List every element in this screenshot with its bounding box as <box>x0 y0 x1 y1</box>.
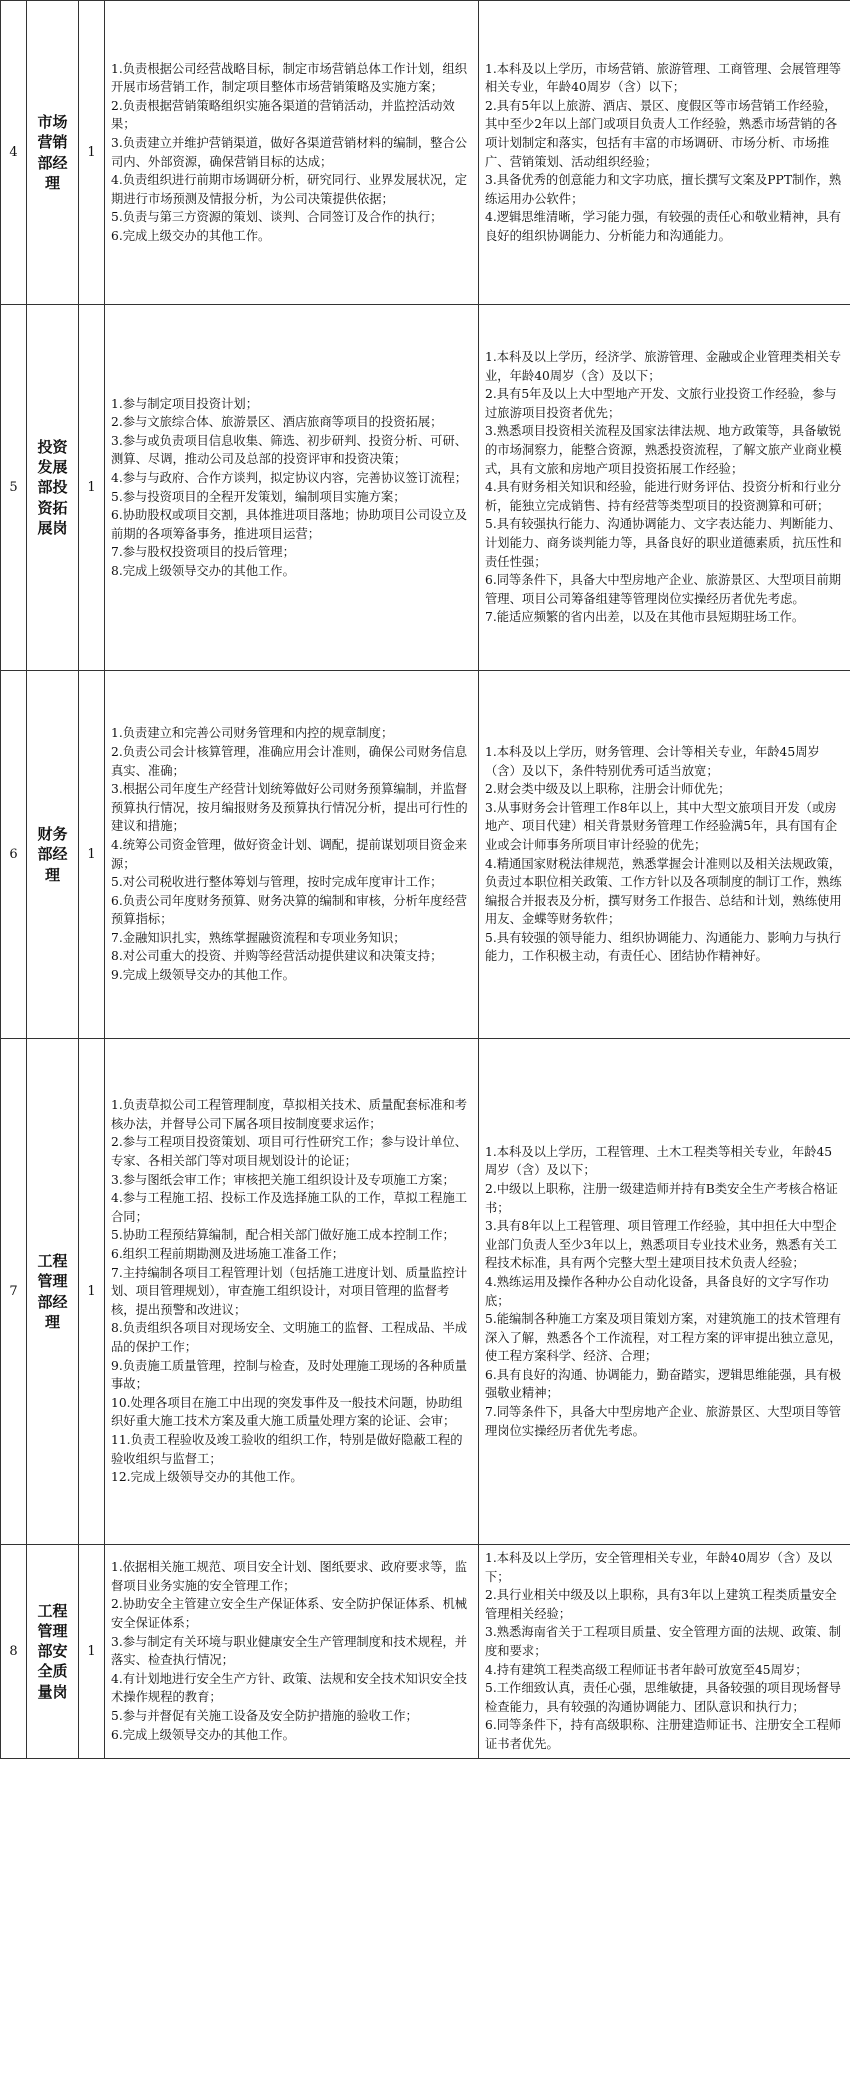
table-row <box>1 1039 850 1545</box>
requirement-item: 3.具有8年以上工程管理、项目管理工作经验，其中担任大中型企业部门负责人至少3年以上，熟悉项目专业技术业务，熟悉有关工程技术标准，具有两个完整大型土建项目技术负责人经验； <box>485 1219 838 1271</box>
duty-item: 1.负责根据公司经营战略目标，制定市场营销总体工作计划，组织开展市场营销工作，制定项目整体市场营销策略及实施方案； <box>111 61 468 95</box>
duty-item: 2.参与文旅综合体、旅游景区、酒店旅商等项目的投资拓展； <box>111 415 443 430</box>
duty-item: 2.参与工程项目投资策划、项目可行性研究工作；参与设计单位、专家、各相关部门等对项目规划设计的论证； <box>111 1135 468 1169</box>
requirements-cell <box>479 1 850 305</box>
duty-item: 5.参与投资项目的全程开发策划，编制项目实施方案； <box>111 489 406 504</box>
duty-item: 4.有计划地进行安全生产方针、政策、法规和安全技术知识安全技术操作规程的教育； <box>111 1671 468 1705</box>
requirement-item: 2.具有5年以上旅游、酒店、景区、度假区等市场营销工作经验，其中至少2年以上部门或项目负责人工作经验，熟悉市场营销的各项计划制定和落实，包括有丰富的市场调研、市场分析、市场推广、营销策划、活动组织经验； <box>485 98 838 169</box>
duty-item: 2.协助安全主管建立安全生产保证体系、安全防护保证体系、机械安全保证体系； <box>111 1597 468 1631</box>
requirement-item: 2.中级以上职称，注册一级建造师并持有B类安全生产考核合格证书； <box>485 1181 838 1215</box>
duty-item: 4.参与与政府、合作方谈判，拟定协议内容，完善协议签订流程； <box>111 470 468 485</box>
duty-item: 6.负责公司年度财务预算、财务决算的编制和审核，分析年度经营预算指标； <box>111 893 468 927</box>
requirement-item: 5.具有较强的领导能力、组织协调能力、沟通能力、影响力与执行能力，工作积极主动，有责任心、团结协作精神好。 <box>485 930 842 964</box>
duty-item: 10.处理各项目在施工中出现的突发事件及一般技术问题，协助组织好重大施工技术方案及重大施工质量处理方案的论证、会审； <box>111 1395 463 1429</box>
requirement-item: 4.逻辑思维清晰，学习能力强，有较强的责任心和敬业精神，具有良好的组织协调能力、分析能力和沟通能力。 <box>485 210 842 243</box>
requirement-item: 2.具有5年及以上大中型地产开发、文旅行业投资工作经验，参与过旅游项目投资者优先； <box>485 387 837 420</box>
duties-cell <box>105 1545 479 1759</box>
duty-item: 2.负责根据营销策略组织实施各渠道的营销活动，并监控活动效果； <box>111 98 455 132</box>
row-number: 8 <box>1 1545 27 1759</box>
position-name: 投资发展部投资拓展岗 <box>27 305 79 671</box>
requirement-item: 6.具有良好的沟通、协调能力，勤奋踏实，逻辑思维能强，具有极强敬业精神； <box>485 1367 842 1401</box>
duty-item: 4.参与工程施工招、投标工作及选择施工队的工作，草拟工程施工合同； <box>111 1191 468 1224</box>
requirement-item: 7.能适应频繁的省内出差，以及在其他市县短期驻场工作。 <box>485 610 805 625</box>
duty-item: 5.协助工程预结算编制，配合相关部门做好施工成本控制工作； <box>111 1228 455 1243</box>
requirement-item: 1.本科及以上学历，财务管理、会计等相关专业，年龄45周岁（含）及以下，条件特别优秀可适当放宽； <box>485 744 820 778</box>
position-name: 财务部经理 <box>27 671 79 1039</box>
requirements-cell <box>479 671 850 1039</box>
duty-item: 7.参与股权投资项目的投后管理； <box>111 545 295 560</box>
duty-item: 9.完成上级领导交办的其他工作。 <box>111 968 295 983</box>
duty-item: 5.负责与第三方资源的策划、谈判、合同签订及合作的执行； <box>111 210 443 225</box>
duties-cell <box>105 1 479 305</box>
duty-item: 1.负责草拟公司工程管理制度，草拟相关技术、质量配套标准和考核办法，并督导公司下属各项目按制度要求运作； <box>111 1098 468 1131</box>
duty-item: 8.对公司重大的投资、并购等经营活动提供建议和决策支持； <box>111 949 443 964</box>
table-row <box>1 671 850 1039</box>
table-row <box>1 1545 850 1759</box>
duty-item: 4.负责组织进行前期市场调研分析，研究同行、业界发展状况，定期进行市场预测及情报分析，为公司决策提供依据； <box>111 173 468 206</box>
duties-cell <box>105 671 479 1039</box>
duty-item: 5.参与并督促有关施工设备及安全防护措施的验收工作； <box>111 1709 418 1724</box>
position-name: 市场营销部经理 <box>27 1 79 305</box>
duty-item: 8.负责组织各项目对现场安全、文明施工的监督、工程成品、半成品的保护工作； <box>111 1321 468 1354</box>
duty-item: 6.完成上级领导交办的其他工作。 <box>111 1727 295 1742</box>
row-number: 6 <box>1 671 27 1039</box>
duty-item: 3.参与图纸会审工作；审核把关施工组织设计及专项施工方案； <box>111 1172 455 1187</box>
table-row <box>1 305 850 671</box>
duty-item: 3.负责建立并维护营销渠道，做好各渠道营销材料的编制，整合公司内、外部资源，确保营销目标的达成； <box>111 135 468 169</box>
duty-item: 8.完成上级领导交办的其他工作。 <box>111 563 295 578</box>
duty-item: 7.主持编制各项目工程管理计划（包括施工进度计划、质量监控计划、项目管理规划），审查施工组织设计，对项目管理的监督考核，提出预警和改进议； <box>111 1265 468 1317</box>
row-number: 5 <box>1 305 27 671</box>
duties-cell <box>105 305 479 671</box>
requirement-item: 3.具备优秀的创意能力和文字功底，擅长撰写文案及PPT制作，熟练运用办公软件； <box>485 173 842 206</box>
requirements-cell <box>479 305 850 671</box>
requirement-item: 1.本科及以上学历，安全管理相关专业，年龄40周岁（含）及以下； <box>485 1551 833 1584</box>
duty-item: 6.组织工程前期勘测及进场施工准备工作； <box>111 1247 345 1262</box>
requirement-item: 1.本科及以上学历，工程管理、土木工程类等相关专业，年龄45周岁（含）及以下； <box>485 1144 833 1178</box>
duties-cell <box>105 1039 479 1545</box>
duty-item: 5.对公司税收进行整体筹划与管理，按时完成年度审计工作； <box>111 875 443 890</box>
headcount: 1 <box>79 1039 105 1545</box>
requirement-item: 3.熟悉海南省关于工程项目质量、安全管理方面的法规、政策、制度和要求； <box>485 1625 842 1658</box>
headcount: 1 <box>79 1 105 305</box>
requirement-item: 2.财会类中级及以上职称，注册会计师优先； <box>485 782 731 797</box>
requirement-item: 5.能编制各种施工方案及项目策划方案，对建筑施工的技术管理有深入了解，熟悉各个工作流程，对工程方案的评审提出独立意见，使工程方案科学、经济、合理； <box>485 1312 842 1364</box>
headcount: 1 <box>79 671 105 1039</box>
requirement-item: 5.工作细致认真，责任心强，思维敏捷，具备较强的项目现场督导检查能力，具有较强的沟通协调能力、团队意识和执行力； <box>485 1681 842 1714</box>
requirement-item: 3.熟悉项目投资相关流程及国家法律法规、地方政策等，具备敏锐的市场洞察力，能整合资源，熟悉投资流程，了解文旅产业商业模式，具有文旅和房地产项目投资拓展工作经验； <box>485 424 842 476</box>
row-number: 7 <box>1 1039 27 1545</box>
requirement-item: 4.持有建筑工程类高级工程师证书者年龄可放宽至45周岁； <box>485 1662 808 1677</box>
duty-item: 3.参与或负责项目信息收集、筛选、初步研判、投资分析、可研、测算、尽调，推动公司及总部的投资评审和投资决策； <box>111 433 468 467</box>
table-row <box>1 1 850 305</box>
headcount: 1 <box>79 1545 105 1759</box>
headcount: 1 <box>79 305 105 671</box>
duty-item: 7.金融知识扎实，熟练掌握融资流程和专项业务知识； <box>111 930 406 945</box>
position-name: 工程管理部经理 <box>27 1039 79 1545</box>
duty-item: 11.负责工程验收及竣工验收的组织工作，特别是做好隐蔽工程的验收组织与监督工； <box>111 1432 463 1466</box>
row-number: 4 <box>1 1 27 305</box>
duty-item: 3.根据公司年度生产经营计划统筹做好公司财务预算编制，并监督预算执行情况，按月编报财务及预算执行情况分析，提出可行性的建议和措施； <box>111 782 468 834</box>
requirement-item: 4.具有财务相关知识和经验，能进行财务评估、投资分析和行业分析，能独立完成销售、持有经营等类型项目的投资测算和可研； <box>485 480 842 513</box>
duty-item: 3.参与制定有关环境与职业健康安全生产管理制度和技术规程，并落实、检查执行情况； <box>111 1634 468 1668</box>
requirements-cell <box>479 1039 850 1545</box>
position-name: 工程管理部安全质量岗 <box>27 1545 79 1759</box>
requirement-item: 6.同等条件下，具备大中型房地产企业、旅游景区、大型项目前期管理、项目公司筹备组建等管理岗位实操经历者优先考虑。 <box>485 573 842 606</box>
duty-item: 4.统筹公司资金管理，做好资金计划、调配，提前谋划项目资金来源； <box>111 837 468 871</box>
requirement-item: 7.同等条件下，具备大中型房地产企业、旅游景区、大型项目等管理岗位实操经历者优先考虑。 <box>485 1405 842 1438</box>
requirement-item: 2.具行业相关中级及以上职称，具有3年以上建筑工程类质量安全管理相关经验； <box>485 1588 837 1621</box>
requirement-item: 4.熟练运用及操作各种办公自动化设备，具备良好的文字写作功底； <box>485 1274 829 1308</box>
duty-item: 6.完成上级交办的其他工作。 <box>111 228 271 243</box>
requirement-item: 1.本科及以上学历，市场营销、旅游管理、工商管理、会展管理等相关专业，年龄40周岁（含）以下； <box>485 61 842 95</box>
duty-item: 9.负责施工质量管理，控制与检查，及时处理施工现场的各种质量事故； <box>111 1358 468 1392</box>
duty-item: 1.负责建立和完善公司财务管理和内控的规章制度； <box>111 726 394 741</box>
requirement-item: 6.同等条件下，持有高级职称、注册建造师证书、注册安全工程师证书者优先。 <box>485 1718 842 1751</box>
duty-item: 12.完成上级领导交办的其他工作。 <box>111 1470 303 1485</box>
duty-item: 6.协助股权或项目交割，具体推进项目落地；协助项目公司设立及前期的各项筹备事务，推进项目运营； <box>111 508 468 541</box>
duty-item: 1.依据相关施工规范、项目安全计划、图纸要求、政府要求等，监督项目业务实施的安全管理工作； <box>111 1560 468 1593</box>
requirement-item: 5.具有较强执行能力、沟通协调能力、文字表达能力、判断能力、计划能力、商务谈判能力等，具备良好的职业道德素质，抗压性和责任性强； <box>485 517 842 569</box>
requirement-item: 4.精通国家财税法律规范，熟悉掌握会计准则以及相关法规政策，负责过本职位相关政策、工作方针以及各项制度的制订工作，熟练编报合并报表及分析，撰写财务工作报告、总结和计划，熟练使用用友、金蝶等财务软件； <box>485 856 842 927</box>
duty-item: 2.负责公司会计核算管理，准确应用会计准则，确保公司财务信息真实、准确； <box>111 744 468 778</box>
requirement-item: 3.从事财务会计管理工作8年以上，其中大型文旅项目开发（或房地产、项目代建）相关背景财务管理工作经验满5年，具有国有企业或会计师事务所项目审计经验的优先； <box>485 800 838 852</box>
requirement-item: 1.本科及以上学历，经济学、旅游管理、金融或企业管理类相关专业，年龄40周岁（含）及以下； <box>485 350 842 383</box>
duty-item: 1.参与制定项目投资计划； <box>111 396 258 411</box>
requirements-cell <box>479 1545 850 1759</box>
